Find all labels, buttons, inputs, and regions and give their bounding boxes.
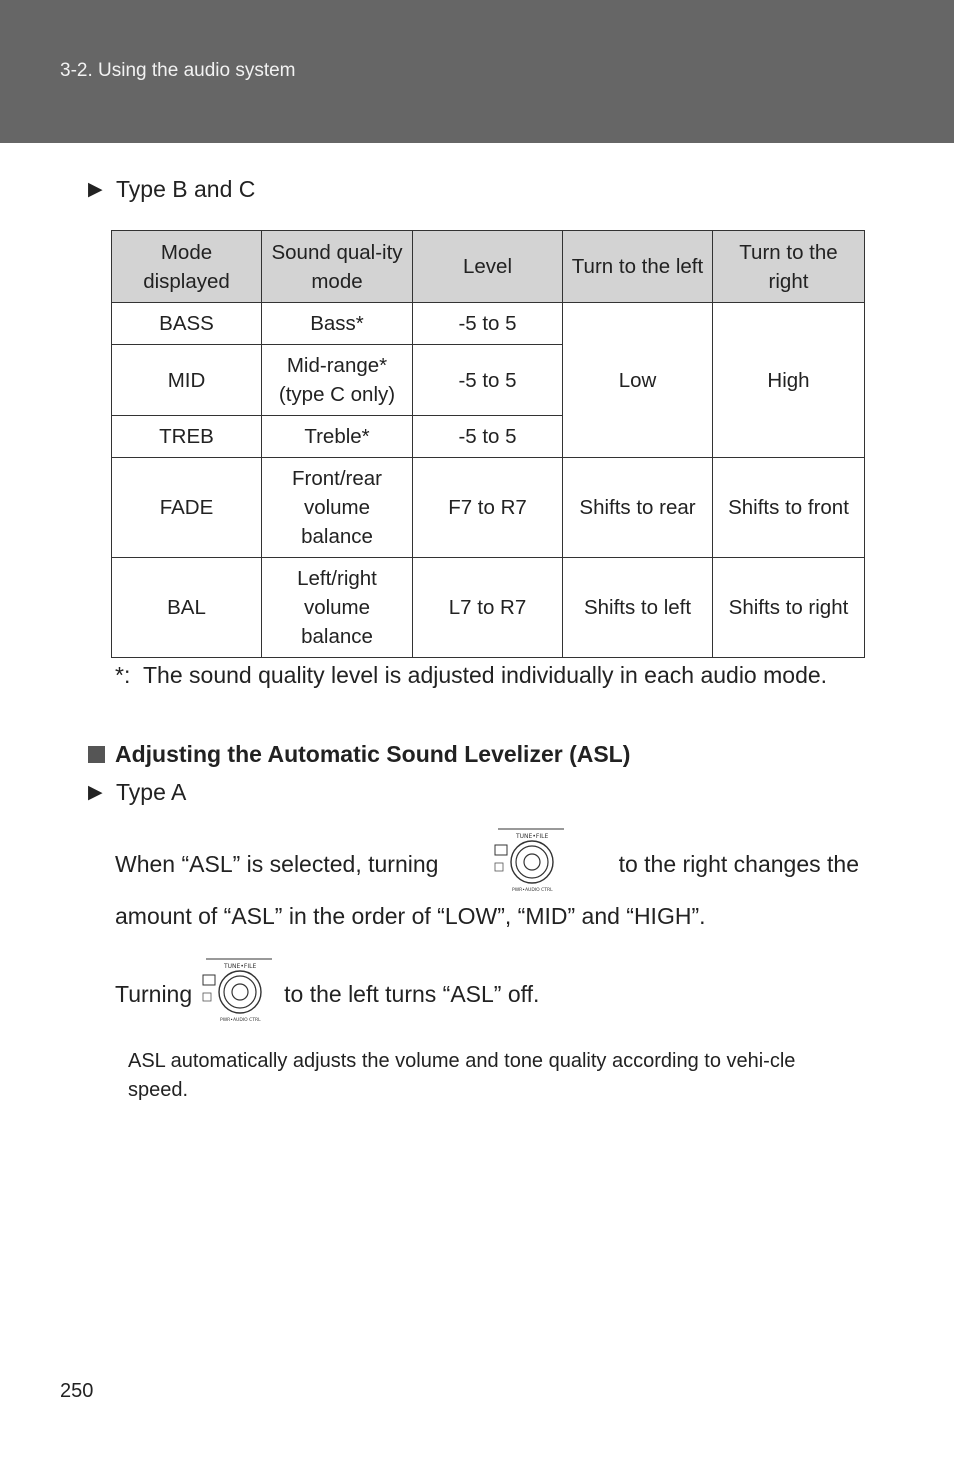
cell-tone-left: Low	[563, 303, 713, 458]
type-bc-heading	[88, 176, 255, 203]
table-row	[112, 458, 865, 558]
para2-before-text: Turning	[115, 980, 193, 1007]
cell-level: -5 to 5	[413, 345, 563, 416]
cell-mode: TREB	[112, 416, 262, 458]
type-a-label: Type A	[116, 779, 187, 805]
knob-top-label: TUNE•FILE	[515, 833, 548, 840]
asl-title: Adjusting the Automatic Sound Levelizer (ASL)	[115, 741, 631, 767]
para1-before-text: When “ASL” is selected, turning	[115, 850, 439, 877]
cell-turn-right: Shifts to front	[713, 458, 865, 558]
tune-file-knob-icon	[200, 957, 274, 1031]
triangle-bullet-icon: ▶	[88, 179, 103, 200]
header-level: Level	[413, 231, 563, 303]
sound-settings-table	[111, 230, 865, 658]
header-turn-left: Turn to the left	[563, 231, 713, 303]
cell-level: L7 to R7	[413, 558, 563, 658]
asl-note: ASL automatically adjusts the volume and tone quality according to vehi-cle speed.	[128, 1050, 796, 1101]
cell-mode: BAL	[112, 558, 262, 658]
asl-paragraph-1-line-2: amount of “ASL” in the order of “LOW”, “MID” and “HIGH”.	[115, 903, 706, 929]
type-a-heading	[88, 779, 186, 806]
cell-quality: Front/rear volume balance	[262, 458, 413, 558]
type-bc-label: Type B and C	[116, 176, 256, 202]
cell-level: -5 to 5	[413, 416, 563, 458]
page-number: 250	[60, 1380, 94, 1402]
cell-quality: Left/right volume balance	[262, 558, 413, 658]
triangle-bullet-icon: ▶	[88, 782, 103, 803]
table-row	[112, 303, 865, 345]
asl-paragraph-2	[115, 958, 859, 1030]
cell-tone-right: High	[713, 303, 865, 458]
header-mode: Mode displayed	[112, 231, 262, 303]
footnote-text: The sound quality level is adjusted individually in each audio mode.	[143, 662, 828, 688]
table-header-row	[112, 231, 865, 303]
square-bullet-icon	[88, 746, 105, 763]
header-sound-quality: Sound qual-ity mode	[262, 231, 413, 303]
tune-file-knob-icon	[492, 827, 566, 901]
knob-bottom-label: PWR•AUDIO CTRL	[220, 1018, 261, 1023]
cell-mode: BASS	[112, 303, 262, 345]
footnote-mark: *:	[115, 662, 131, 688]
para1-after-text: to the right changes the	[618, 850, 859, 877]
cell-quality: Bass*	[262, 303, 413, 345]
cell-level: -5 to 5	[413, 303, 563, 345]
cell-mode: FADE	[112, 458, 262, 558]
table-footnote	[115, 658, 859, 692]
page-header	[0, 0, 954, 143]
para2-after-text: to the left turns “ASL” off.	[284, 980, 540, 1007]
cell-turn-left: Shifts to left	[563, 558, 713, 658]
cell-quality: Mid-range* (type C only)	[262, 345, 413, 416]
cell-mode: MID	[112, 345, 262, 416]
asl-paragraph-1	[115, 828, 859, 900]
cell-turn-left: Shifts to rear	[563, 458, 713, 558]
knob-top-label: TUNE•FILE	[224, 963, 257, 970]
cell-quality: Treble*	[262, 416, 413, 458]
header-turn-right: Turn to the right	[713, 231, 865, 303]
cell-turn-right: Shifts to right	[713, 558, 865, 658]
asl-section-heading	[88, 741, 630, 768]
cell-level: F7 to R7	[413, 458, 563, 558]
table-row	[112, 558, 865, 658]
section-title: 3-2. Using the audio system	[60, 60, 296, 81]
knob-bottom-label: PWR•AUDIO CTRL	[511, 888, 553, 893]
